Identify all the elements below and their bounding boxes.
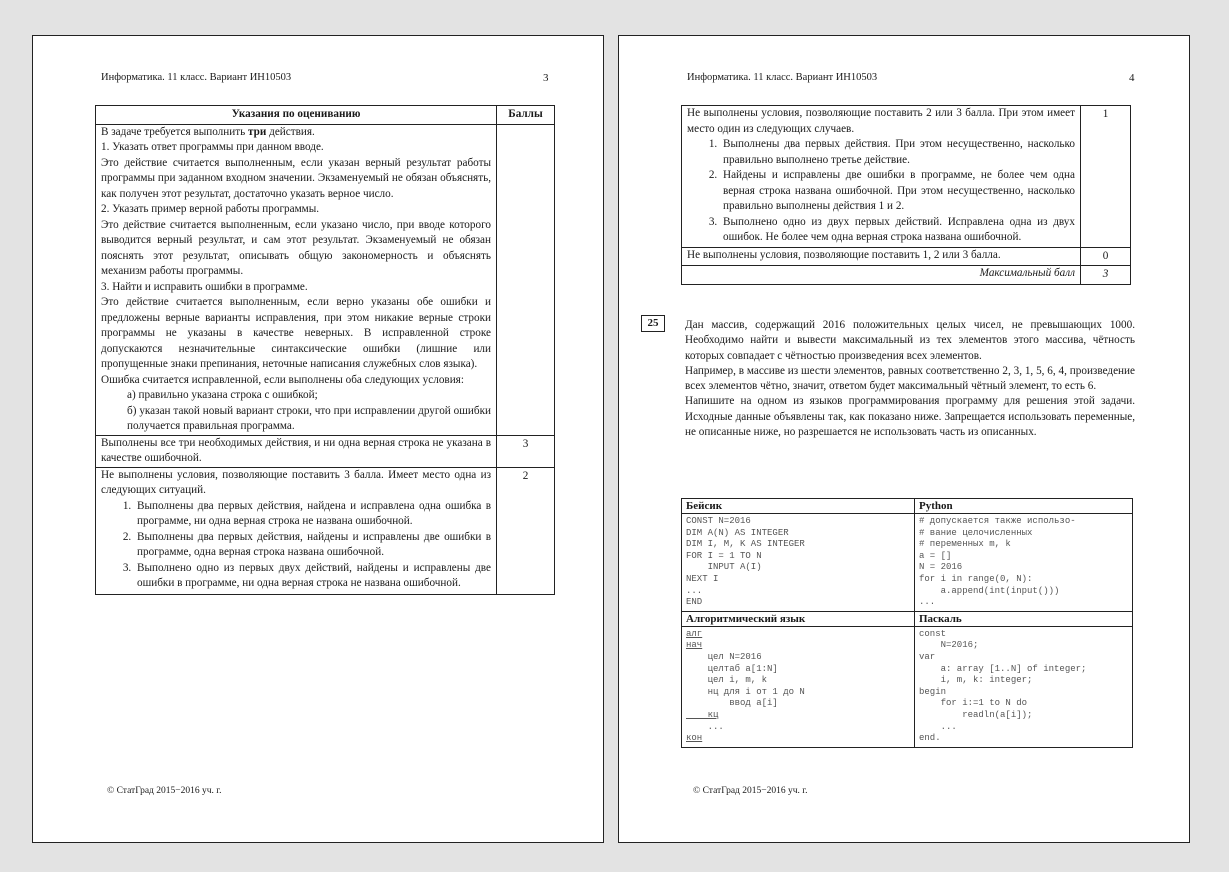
pascal-header: Паскаль (915, 611, 1133, 626)
intro-text: В задаче требуется выполнить (101, 125, 246, 138)
table-row (96, 467, 555, 594)
table-row (682, 106, 1131, 248)
step3-title: 3. Найти и исправить ошибки в программе. (101, 280, 308, 293)
score-0-criteria: Не выполнены условия, позволяющие поставить 1, 2 или 3 балла. (682, 247, 1081, 266)
grading-table (95, 105, 555, 595)
condition-a: а) правильно указана строка с ошибкой; (127, 389, 318, 401)
instructions-cell (96, 124, 497, 435)
max-score-points: 3 (1081, 266, 1131, 285)
step3-text: Это действие считается выполненным, если верно указаны обе ошибки и предложены верные варианты исправления, при этом никакие верные строки программы не указаны в качестве неверных. В исправленной строке допускаются незначительные синтаксические ошибки (лишние или пропущенные знаки препинания, неточные написания служебных слов языка). (101, 296, 491, 370)
step1-title: 1. Указать ответ программы при данном вводе. (101, 141, 324, 153)
score-3-criteria: Выполнены все три необходимых действия, и ни одна верная строка не указана в качестве ошибочной. (96, 435, 497, 467)
score-1-intro: Не выполнены условия, позволяющие поставить 2 или 3 балла. При этом имеет место один из следующих случаев. (687, 107, 1075, 135)
list-item: 1. Выполнены два первых действия. При этом несущественно, насколько правильно выполнено третье действие. (720, 137, 1075, 168)
task-paragraph: Дан массив, содержащий 2016 положительных целых чисел, не превышающих 1000. Необходимо найти и вывести максимальный из тех элементов этого массива, чётность которых совпадает с чётностью произведения всех элементов. (685, 319, 1135, 362)
score-2-criteria (96, 467, 497, 594)
code-table (681, 498, 1133, 748)
list-item: 3. Выполнено одно из двух первых действий. Исправлена одна из двух ошибок. Не более чем одна верная строка названа ошибочной. (720, 215, 1075, 246)
step2-title: 2. Указать пример верной работы программы. (101, 203, 320, 215)
error-fixed-text: Ошибка считается исправленной, если выполнены оба следующих условия: (101, 373, 464, 386)
basic-code: CONST N=2016 DIM A(N) AS INTEGER DIM I, M, K AS INTEGER FOR I = 1 TO N INPUT A(I) NEXT I ... END (682, 514, 915, 612)
table-row (682, 266, 1131, 285)
condition-b: б) указан такой новый вариант строки, что при исправлении другой ошибки получается правильная программа. (127, 404, 491, 432)
page-right (618, 35, 1190, 843)
task-paragraph: Например, в массиве из шести элементов, равных соответственно 2, 3, 1, 5, 6, 4, произведение всех элементов чётно, значит, ответом будет максимальный чётный элемент, то есть 6. (685, 364, 1135, 393)
step1-text: Это действие считается выполненным, если указан верный результат работы программы при заданном входном значении. Экзаменуемый не обязан объяснять, как получен этот результат, достаточно указать верное число. (101, 156, 491, 200)
table-row (682, 247, 1131, 266)
col-points-header: Баллы (497, 106, 555, 125)
list-item: 2. Найдены и исправлены две ошибки в программе, не более чем одна верная строка названа ошибочной. При этом несущественно, насколько правильно выполнены действия 1 и 2. (720, 168, 1075, 215)
grading-table-continued (681, 105, 1131, 285)
page-left (32, 35, 604, 843)
page-footer: © СтатГрад 2015−2016 уч. г. (693, 786, 808, 796)
intro-suffix: действия. (269, 125, 315, 138)
list-item: 2. Выполнены два первых действия, найдены и исправлены две ошибки в программе, одна верная строка названа ошибочной. (134, 530, 491, 561)
task-paragraph: Напишите на одном из языков программирования программу для решения этой задачи. Исходные данные объявлены так, как показано ниже. Запрещается использовать переменные, не описанные ниже, но разрешается не использовать часть из описанных. (685, 395, 1135, 439)
page-header: Информатика. 11 класс. Вариант ИН10503 (101, 72, 292, 83)
page-footer: © СтатГрад 2015−2016 уч. г. (107, 786, 222, 796)
page-header: Информатика. 11 класс. Вариант ИН10503 (687, 72, 878, 83)
alg-code: алг нач цел N=2016 целтаб a[1:N] цел i, m, k нц для i от 1 до N ввод a[i] кц ... кон (682, 626, 915, 747)
table-row (96, 435, 555, 467)
python-code: # допускается также использо- # вание целочисленных # переменных m, k a = [] N = 2016 for i in range(0, N): a.append(int(input())) ... (915, 514, 1133, 612)
python-header: Python (915, 499, 1133, 514)
step2-text: Это действие считается выполненным, если указано число, при вводе которого выводится верный результат, и сам этот результат. Экзаменуемый не обязан пояснять этот результат, описывать общую закономерность и объяснять механизм работы программы. (101, 218, 491, 277)
score-0-points: 0 (1081, 247, 1131, 266)
max-score-label: Максимальный балл (682, 266, 1081, 285)
score-2-points: 2 (497, 467, 555, 594)
score-1-points: 1 (1081, 106, 1131, 248)
page-number: 3 (543, 72, 549, 84)
score-3-points: 3 (497, 435, 555, 467)
col-criteria-header: Указания по оцениванию (96, 106, 497, 125)
score-2-intro: Не выполнены условия, позволяющие поставить 3 балла. Имеет место одна из следующих ситуаций. (101, 468, 491, 496)
page-number: 4 (1129, 72, 1135, 84)
intro-bold: три (248, 125, 267, 138)
list-item: 1. Выполнены два первых действия, найдена и исправлена одна ошибка в программе, ни одна верная строка не названа ошибочной. (134, 499, 491, 530)
list-item: 3. Выполнено одно из первых двух действий, найдены и исправлены две ошибки в программе, ни одна верная строка не названа ошибочной. (134, 561, 491, 592)
task-text (685, 318, 1135, 440)
score-1-criteria (682, 106, 1081, 248)
alg-header: Алгоритмический язык (682, 611, 915, 626)
pascal-code: const N=2016; var a: array [1..N] of integer; i, m, k: integer; begin for i:=1 to N do readln(a[i]); ... end. (915, 626, 1133, 747)
basic-header: Бейсик (682, 499, 915, 514)
table-row (96, 124, 555, 435)
task-number: 25 (641, 315, 665, 332)
